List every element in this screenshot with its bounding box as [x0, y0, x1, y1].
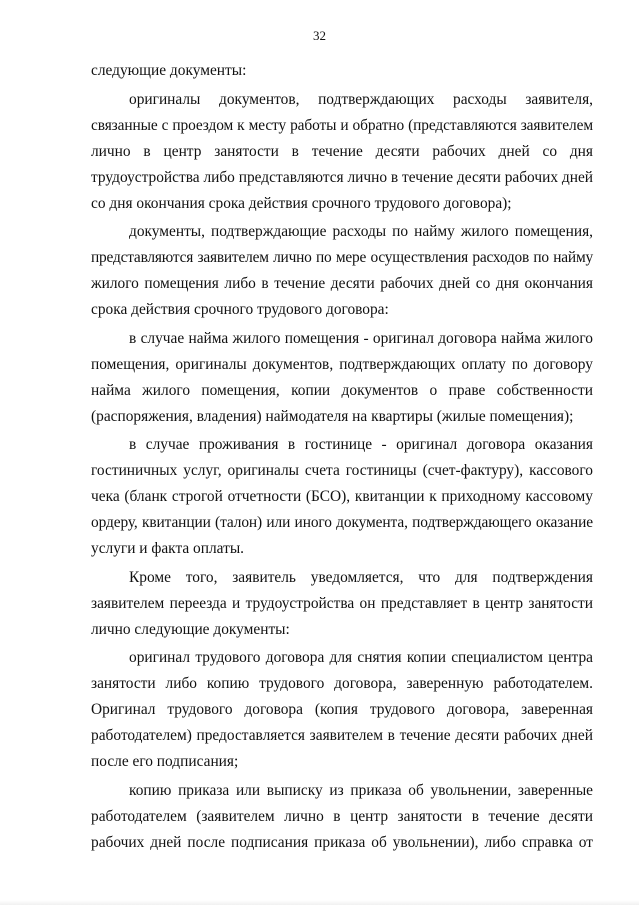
paragraph-relocation-notice	[91, 565, 593, 643]
text-line: рабочих дней после подписания приказа об увольнении), либо справка от	[91, 833, 593, 851]
paragraph-rental-case	[91, 326, 593, 430]
text-line: лично следующие документы:	[91, 620, 290, 638]
text-line: услуги и факта оплаты.	[91, 540, 245, 557]
page-bottom-edge	[0, 900, 639, 905]
text-line: представляются заявителем лично по мере осуществления расходов по найму	[91, 249, 593, 266]
text-line: после его подписания;	[91, 753, 239, 770]
text-line: оригиналы документов, подтверждающих расходы заявителя,	[129, 90, 593, 108]
paragraph-employment-contract	[91, 645, 593, 775]
text-line: работодателем (заявителем лично в центр занятости в течение десяти	[91, 807, 593, 825]
paragraph-intro	[91, 58, 593, 84]
paragraph-travel-expenses	[91, 87, 593, 217]
text-line: оригинал трудового договора для снятия копии специалистом центра	[129, 649, 593, 666]
text-line: жилого помещения либо в течение десяти рабочих дней со дня окончания	[91, 275, 593, 292]
text-line: найма жилого помещения, копии документов о праве собственности	[91, 381, 593, 399]
text-line: работодателем) предоставляется заявителем в течение десяти рабочих дней	[91, 727, 593, 744]
paragraph-hotel-case	[91, 432, 593, 562]
text-line: со дня окончания срока действия срочного трудового договора);	[91, 194, 512, 212]
text-line: документы, подтверждающие расходы по найму жилого помещения,	[129, 223, 593, 240]
text-line: копию приказа или выписку из приказа об увольнении, заверенные	[129, 781, 593, 799]
text-line: в случае найма жилого помещения - оригинал договора найма жилого	[129, 329, 593, 347]
text-line: связанные с проездом к месту работы и обратно (представляются заявителем	[91, 116, 593, 134]
text-line: срока действия срочного трудового договора:	[91, 301, 389, 318]
text-line: (распоряжения, владения) наймодателя на квартиры (жилые помещения);	[91, 407, 574, 425]
text-line: помещения, оригиналы документов, подтверждающих оплату по договору	[91, 355, 593, 373]
text-line: следующие документы:	[91, 62, 247, 79]
text-line: занятости либо копию трудового договора, заверенную работодателем.	[91, 675, 593, 692]
text-line: чека (бланк строгой отчетности (БСО), квитанции к приходному кассовому	[91, 488, 593, 505]
paragraph-housing-expenses	[91, 219, 593, 323]
text-line: Оригинал трудового договора (копия трудового договора, заверенная	[91, 701, 593, 718]
text-line: в случае проживания в гостинице - оригинал договора оказания	[129, 436, 593, 453]
document-body	[91, 58, 593, 858]
text-line: заявителем переезда и трудоустройства он представляет в центр занятости	[91, 594, 593, 612]
text-line: гостиничных услуг, оригиналы счета гостиницы (счет-фактуру), кассового	[91, 462, 593, 479]
text-line: трудоустройства либо представляются лично в течение десяти рабочих дней	[91, 168, 594, 186]
text-line: Кроме того, заявитель уведомляется, что для подтверждения	[129, 568, 593, 586]
text-line: ордеру, квитанции (талон) или иного документа, подтверждающего оказание	[91, 514, 593, 531]
page-number: 32	[313, 28, 326, 43]
paragraph-dismissal-order	[91, 778, 593, 856]
text-line: лично в центр занятости в течение десяти рабочих дней со дня	[91, 142, 593, 160]
